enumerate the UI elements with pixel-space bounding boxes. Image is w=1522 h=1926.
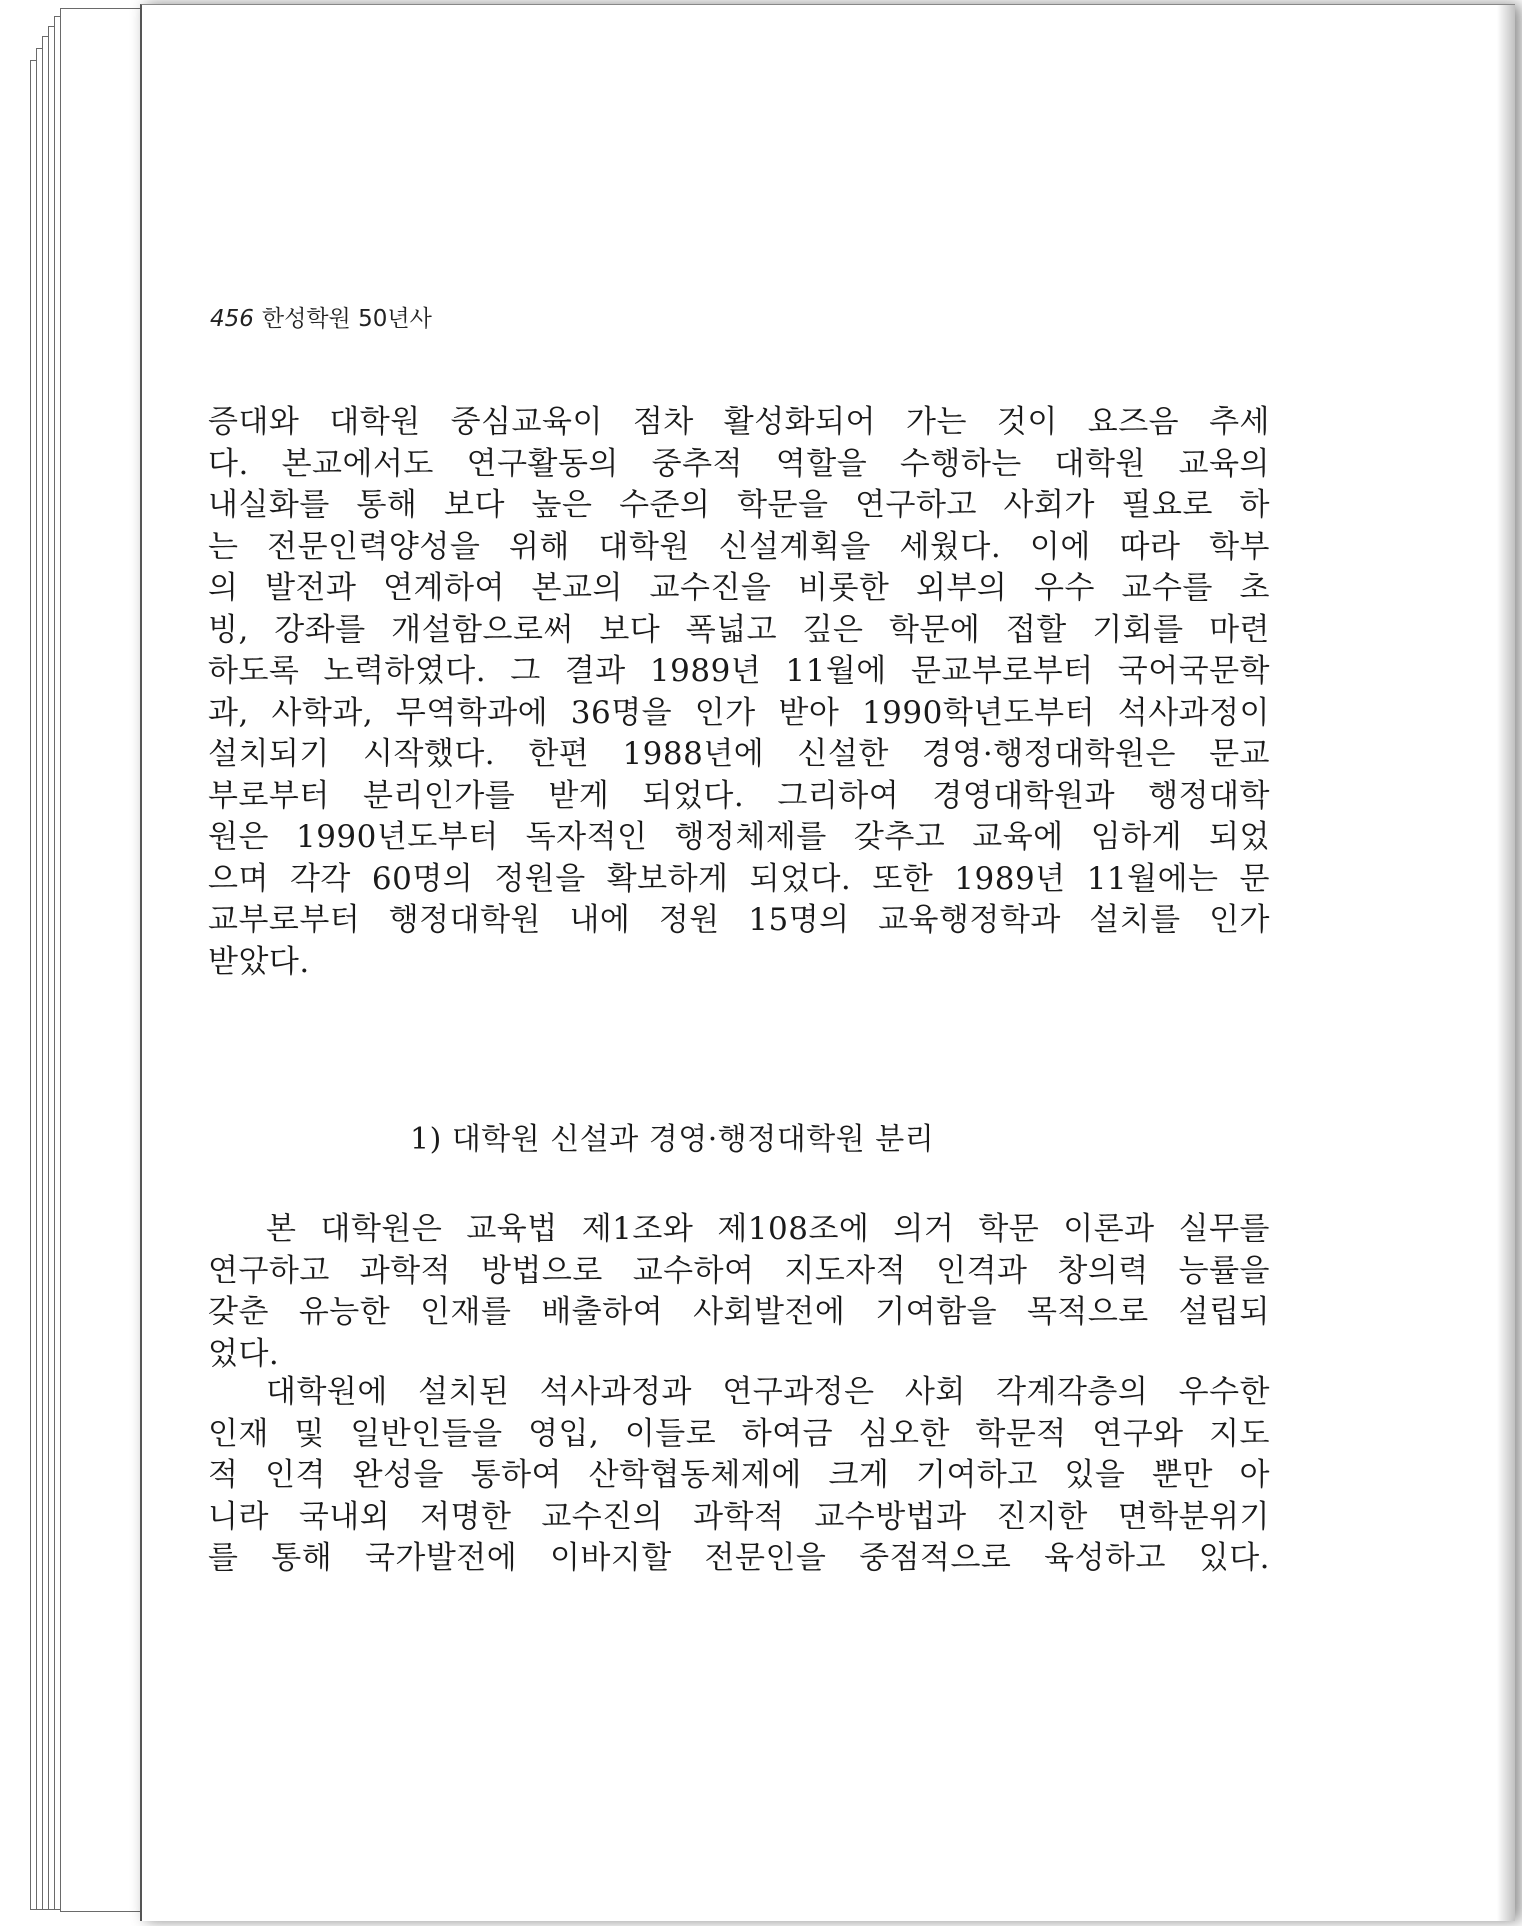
text-line: 부로부터 분리인가를 받게 되었다. 그리하여 경영대학원과 행정대학 <box>208 777 1270 814</box>
text-line: 내실화를 통해 보다 높은 수준의 학문을 연구하고 사회가 필요로 하 <box>208 487 1270 523</box>
section-heading: 1) 대학원 신설과 경영·행정대학원 분리 <box>410 1122 935 1157</box>
text-line: 대학원에 설치된 석사과정과 연구과정은 사회 각계각층의 우수한 <box>266 1374 1270 1410</box>
text-line: 빙, 강좌를 개설함으로써 보다 폭넓고 깊은 학문에 접할 기회를 마련 <box>208 611 1270 648</box>
running-head <box>210 300 432 333</box>
text-line: 증대와 대학원 중심교육이 점차 활성화되어 가는 것이 요즈음 추세 <box>208 404 1270 440</box>
text-line: 다. 본교에서도 연구활동의 중추적 역할을 수행하는 대학원 교육의 <box>208 445 1270 482</box>
text-line: 적 인격 완성을 통하여 산학협동체제에 크게 기여하고 있을 뿐만 아 <box>208 1457 1270 1493</box>
paragraph-3 <box>208 1372 1270 1580</box>
text-line: 는 전문인력양성을 위해 대학원 신설계획을 세웠다. 이에 따라 학부 <box>208 528 1270 565</box>
paragraph-1 <box>208 402 1270 983</box>
text-line: 었다. <box>208 1335 280 1372</box>
text-line: 의 발전과 연계하여 본교의 교수진을 비롯한 외부의 우수 교수를 초 <box>208 570 1270 606</box>
text-line: 설치되기 시작했다. 한편 1988년에 신설한 경영·행정대학원은 문교 <box>208 736 1270 772</box>
text-line: 으며 각각 60명의 정원을 확보하게 되었다. 또한 1989년 11월에는 문 <box>208 860 1270 897</box>
text-line: 니라 국내외 저명한 교수진의 과학적 교수방법과 진지한 면학분위기 <box>208 1498 1270 1535</box>
book-title: 한성학원 50년사 <box>261 306 432 332</box>
page-edge-shadow <box>1497 5 1515 1921</box>
text-line: 인재 및 일반인들을 영입, 이들로 하여금 심오한 학문적 연구와 지도 <box>208 1415 1270 1452</box>
text-line: 를 통해 국가발전에 이바지할 전문인을 중점적으로 육성하고 있다. <box>208 1540 1270 1576</box>
page-number: 456 <box>210 306 254 332</box>
text-line: 갖춘 유능한 인재를 배출하여 사회발전에 기여함을 목적으로 설립되 <box>208 1294 1270 1330</box>
text-line: 받았다. <box>208 943 310 980</box>
text-line: 본 대학원은 교육법 제1조와 제108조에 의거 학문 이론과 실무를 <box>266 1211 1270 1247</box>
text-line: 과, 사학과, 무역학과에 36명을 인가 받아 1990학년도부터 석사과정이 <box>208 694 1270 731</box>
book-page-edges <box>30 0 150 1926</box>
text-line: 교부로부터 행정대학원 내에 정원 15명의 교육행정학과 설치를 인가 <box>208 902 1270 938</box>
text-line: 하도록 노력하였다. 그 결과 1989년 11월에 문교부로부터 국어국문학 <box>208 653 1270 689</box>
text-line: 원은 1990년도부터 독자적인 행정체제를 갖추고 교육에 임하게 되었 <box>208 819 1270 855</box>
paragraph-2 <box>208 1209 1270 1375</box>
text-line: 연구하고 과학적 방법으로 교수하여 지도자적 인격과 창의력 능률을 <box>208 1252 1270 1289</box>
